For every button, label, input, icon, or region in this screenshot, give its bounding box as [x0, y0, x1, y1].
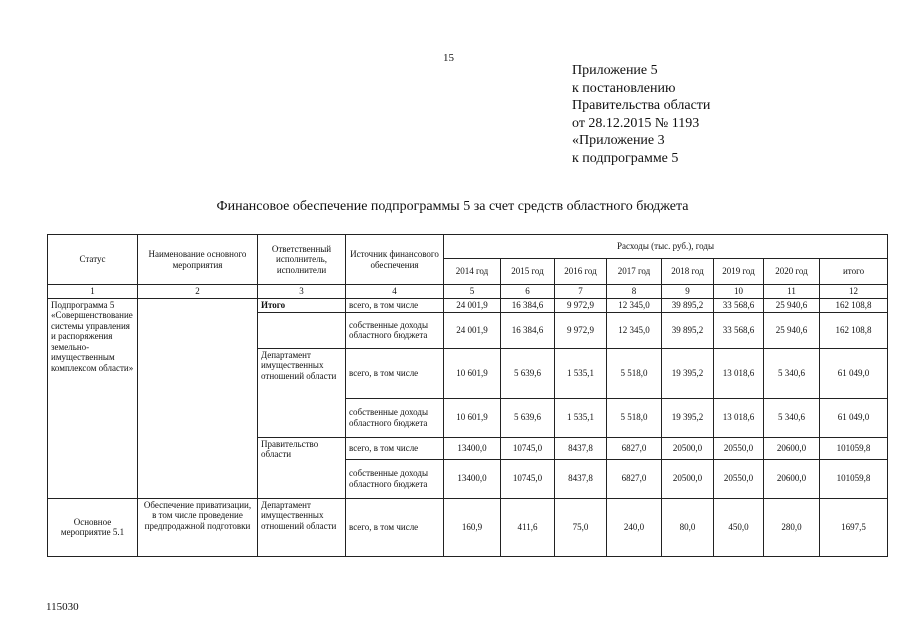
value-cell: 5 518,0 — [607, 348, 662, 398]
value-cell: 33 568,6 — [714, 312, 764, 348]
value-cell: 20550,0 — [714, 459, 764, 498]
appendix-block — [572, 62, 710, 167]
status-subprogram: Подпрограмма 5 «Совершенствование системы управления и распоряжения земельно-имущественным комплексом области» — [48, 298, 138, 498]
value-cell: 160,9 — [444, 498, 501, 556]
header-year: 2019 год — [714, 259, 764, 285]
footer-code: 115030 — [46, 601, 79, 613]
value-cell: 101059,8 — [820, 437, 888, 459]
source-cell: всего, в том числе — [346, 298, 444, 312]
value-cell: 80,0 — [662, 498, 714, 556]
value-cell: 5 340,6 — [764, 348, 820, 398]
financing-table — [47, 234, 888, 557]
header-year: 2014 год — [444, 259, 501, 285]
header-status: Статус — [48, 235, 138, 285]
value-cell: 10745,0 — [501, 459, 555, 498]
value-cell: 5 518,0 — [607, 398, 662, 437]
column-number-row — [48, 285, 888, 299]
value-cell: 162 108,8 — [820, 298, 888, 312]
value-cell: 12 345,0 — [607, 298, 662, 312]
header-total: итого — [820, 259, 888, 285]
value-cell: 1 535,1 — [555, 348, 607, 398]
value-cell: 20500,0 — [662, 459, 714, 498]
value-cell: 13 018,6 — [714, 348, 764, 398]
column-number: 9 — [662, 285, 714, 299]
value-cell: 20600,0 — [764, 459, 820, 498]
column-number: 11 — [764, 285, 820, 299]
executor-government: Правительство области — [258, 437, 346, 498]
source-cell: всего, в том числе — [346, 437, 444, 459]
document-title: Финансовое обеспечение подпрограммы 5 за счет средств областного бюджета — [216, 199, 689, 214]
header-year: 2020 год — [764, 259, 820, 285]
value-cell: 6827,0 — [607, 437, 662, 459]
column-number: 7 — [555, 285, 607, 299]
value-cell: 6827,0 — [607, 459, 662, 498]
source-cell: собственные доходы областного бюджета — [346, 398, 444, 437]
value-cell: 5 639,6 — [501, 348, 555, 398]
value-cell: 39 895,2 — [662, 298, 714, 312]
appendix-line: «Приложение 3 — [572, 133, 665, 148]
value-cell: 5 340,6 — [764, 398, 820, 437]
value-cell: 24 001,9 — [444, 298, 501, 312]
table-row — [48, 498, 888, 556]
column-number: 2 — [138, 285, 258, 299]
appendix-line: к постановлению — [572, 80, 676, 96]
header-expenses: Расходы (тыс. руб.), годы — [444, 235, 888, 259]
column-number: 8 — [607, 285, 662, 299]
value-cell: 162 108,8 — [820, 312, 888, 348]
value-cell: 39 895,2 — [662, 312, 714, 348]
column-number: 10 — [714, 285, 764, 299]
value-cell: 20550,0 — [714, 437, 764, 459]
appendix-line: от 28.12.2015 № 1193 — [572, 115, 700, 131]
value-cell: 13 018,6 — [714, 398, 764, 437]
value-cell: 10745,0 — [501, 437, 555, 459]
value-cell: 16 384,6 — [501, 298, 555, 312]
column-number: 12 — [820, 285, 888, 299]
executor-department: Департамент имущественных отношений области — [258, 498, 346, 556]
value-cell: 20600,0 — [764, 437, 820, 459]
value-cell: 25 940,6 — [764, 312, 820, 348]
value-cell: 1697,5 — [820, 498, 888, 556]
value-cell: 19 395,2 — [662, 348, 714, 398]
value-cell: 9 972,9 — [555, 312, 607, 348]
value-cell: 61 049,0 — [820, 398, 888, 437]
value-cell: 13400,0 — [444, 459, 501, 498]
header-event: Наименование основного мероприятия — [138, 235, 258, 285]
value-cell: 20500,0 — [662, 437, 714, 459]
source-cell: собственные доходы областного бюджета — [346, 312, 444, 348]
value-cell: 9 972,9 — [555, 298, 607, 312]
event-empty-cell — [138, 298, 258, 498]
page-number: 15 — [443, 52, 454, 64]
value-cell: 61 049,0 — [820, 348, 888, 398]
appendix-line: к подпрограмме 5 — [572, 150, 679, 166]
value-cell: 5 639,6 — [501, 398, 555, 437]
table-row — [48, 298, 888, 312]
appendix-line: Правительства области — [572, 98, 711, 113]
header-executor: Ответственный исполнитель, исполнители — [258, 235, 346, 285]
value-cell: 12 345,0 — [607, 312, 662, 348]
value-cell: 280,0 — [764, 498, 820, 556]
source-cell: всего, в том числе — [346, 498, 444, 556]
executor-total: Итого — [258, 298, 346, 312]
column-number: 1 — [48, 285, 138, 299]
value-cell: 75,0 — [555, 498, 607, 556]
column-number: 4 — [346, 285, 444, 299]
value-cell: 101059,8 — [820, 459, 888, 498]
value-cell: 10 601,9 — [444, 398, 501, 437]
executor-empty-cell — [258, 312, 346, 348]
value-cell: 8437,8 — [555, 437, 607, 459]
value-cell: 25 940,6 — [764, 298, 820, 312]
value-cell: 8437,8 — [555, 459, 607, 498]
value-cell: 1 535,1 — [555, 398, 607, 437]
source-cell: собственные доходы областного бюджета — [346, 459, 444, 498]
header-source: Источник финансового обеспечения — [346, 235, 444, 285]
value-cell: 10 601,9 — [444, 348, 501, 398]
value-cell: 33 568,6 — [714, 298, 764, 312]
status-main-event: Основное мероприятие 5.1 — [48, 498, 138, 556]
column-number: 6 — [501, 285, 555, 299]
value-cell: 24 001,9 — [444, 312, 501, 348]
value-cell: 13400,0 — [444, 437, 501, 459]
executor-department: Департамент имущественных отношений области — [258, 348, 346, 437]
value-cell: 16 384,6 — [501, 312, 555, 348]
value-cell: 19 395,2 — [662, 398, 714, 437]
header-year: 2015 год — [501, 259, 555, 285]
event-name: Обеспечение приватизации, в том числе проведение предпродажной подготовки — [138, 498, 258, 556]
value-cell: 411,6 — [501, 498, 555, 556]
value-cell: 240,0 — [607, 498, 662, 556]
column-number: 5 — [444, 285, 501, 299]
value-cell: 450,0 — [714, 498, 764, 556]
column-number: 3 — [258, 285, 346, 299]
appendix-line: Приложение 5 — [572, 63, 658, 78]
header-year: 2016 год — [555, 259, 607, 285]
header-year: 2017 год — [607, 259, 662, 285]
source-cell: всего, в том числе — [346, 348, 444, 398]
header-year: 2018 год — [662, 259, 714, 285]
